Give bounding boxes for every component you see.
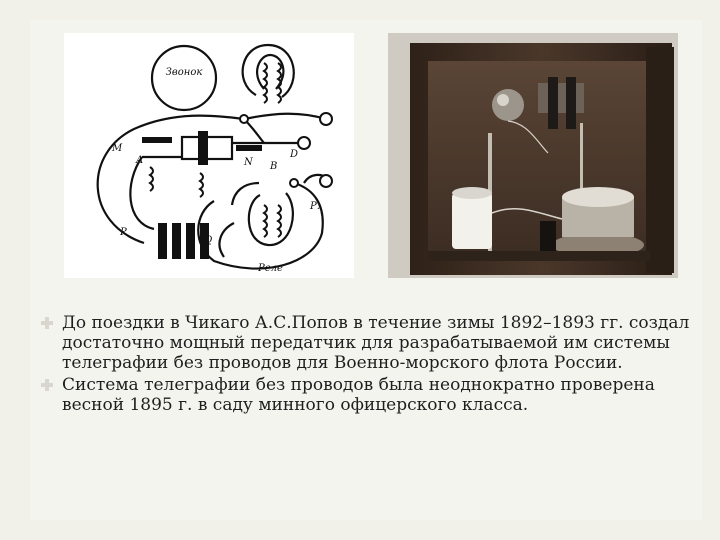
label-b: B <box>270 161 278 172</box>
bullet-marker-icon <box>40 316 54 330</box>
bullet-text: До поездки в Чикаго А.С.Попов в течение зимы 1892–1893 гг. создал достаточно мощный передатчик для разрабатываемой им системы телеграфии без проводов для Военно-морского флота России. <box>62 313 690 373</box>
label-m: M <box>112 143 123 154</box>
label-q: Q <box>204 235 213 246</box>
bullet-marker-icon <box>40 378 54 392</box>
label-n: N <box>244 157 253 168</box>
bullet-text: Система телеграфии без проводов была неоднократно проверена весной 1895 г. в саду минного офицерского класса. <box>62 375 655 415</box>
circuit-schematic-drawing <box>64 33 354 278</box>
bullet-item <box>40 375 700 415</box>
circuit-schematic-image <box>64 33 354 278</box>
label-p: P <box>120 227 127 238</box>
label-bottom: Реле <box>258 263 283 274</box>
bell-label: Звонок <box>165 67 203 78</box>
label-r: Р. <box>310 201 320 212</box>
bullet-list <box>40 313 700 417</box>
label-d: D <box>290 149 299 160</box>
label-a: A <box>136 155 144 166</box>
receiver-photo-image <box>388 33 678 278</box>
bullet-item <box>40 313 700 373</box>
receiver-photo-drawing <box>388 33 678 278</box>
bell-circle <box>152 46 216 110</box>
